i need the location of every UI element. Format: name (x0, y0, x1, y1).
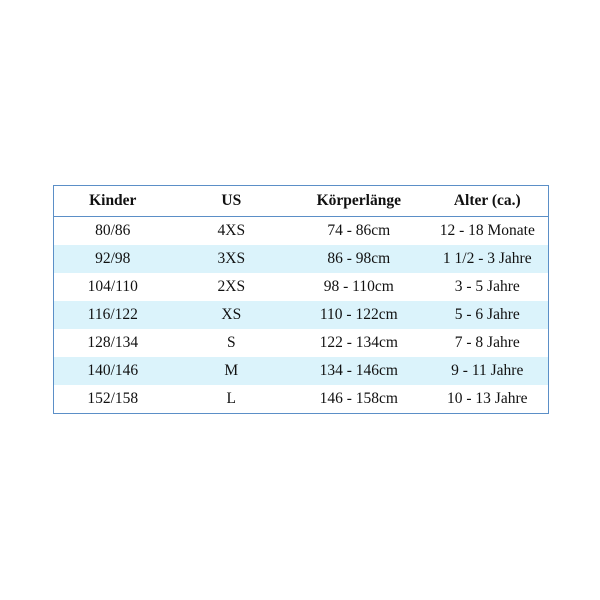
table-row (54, 217, 548, 245)
cell-koerperlaenge: 134 - 146cm (319, 362, 398, 379)
cell-kinder: 80/86 (95, 222, 131, 239)
table-row (54, 385, 548, 413)
cell-us: 4XS (217, 222, 246, 239)
cell-koerperlaenge: 110 - 122cm (319, 306, 398, 323)
header-koerperlaenge: Körperlänge (316, 192, 401, 209)
cell-koerperlaenge: 122 - 134cm (319, 334, 398, 351)
cell-koerperlaenge: 98 - 110cm (323, 278, 394, 295)
header-alter: Alter (ca.) (453, 192, 521, 209)
cell-alter: 10 - 13 Jahre (447, 390, 528, 407)
table-row (54, 301, 548, 329)
cell-kinder: 128/134 (87, 334, 139, 351)
cell-kinder: 116/122 (87, 306, 138, 323)
header-kinder: Kinder (89, 192, 137, 209)
cell-alter: 3 - 5 Jahre (454, 278, 520, 295)
table-header-row (54, 186, 548, 217)
table-row (54, 273, 548, 301)
header-us: US (221, 192, 242, 209)
cell-alter: 1 1/2 - 3 Jahre (442, 250, 532, 267)
table-row (54, 245, 548, 273)
cell-us: 3XS (217, 250, 246, 267)
cell-us: 2XS (217, 278, 246, 295)
cell-koerperlaenge: 86 - 98cm (327, 250, 391, 267)
cell-koerperlaenge: 146 - 158cm (319, 390, 398, 407)
cell-us: S (226, 334, 236, 351)
cell-alter: 5 - 6 Jahre (454, 306, 520, 323)
cell-koerperlaenge: 74 - 86cm (327, 222, 391, 239)
table-row (54, 329, 548, 357)
cell-us: XS (221, 306, 242, 323)
cell-kinder: 152/158 (87, 390, 139, 407)
cell-kinder: 140/146 (87, 362, 139, 379)
cell-us: M (224, 362, 239, 379)
cell-kinder: 92/98 (95, 250, 131, 267)
cell-alter: 12 - 18 Monate (439, 222, 535, 239)
table-row (54, 357, 548, 385)
size-chart-table (53, 185, 549, 414)
cell-kinder: 104/110 (87, 278, 138, 295)
cell-alter: 7 - 8 Jahre (454, 334, 520, 351)
cell-alter: 9 - 11 Jahre (451, 362, 524, 379)
cell-us: L (226, 390, 237, 407)
